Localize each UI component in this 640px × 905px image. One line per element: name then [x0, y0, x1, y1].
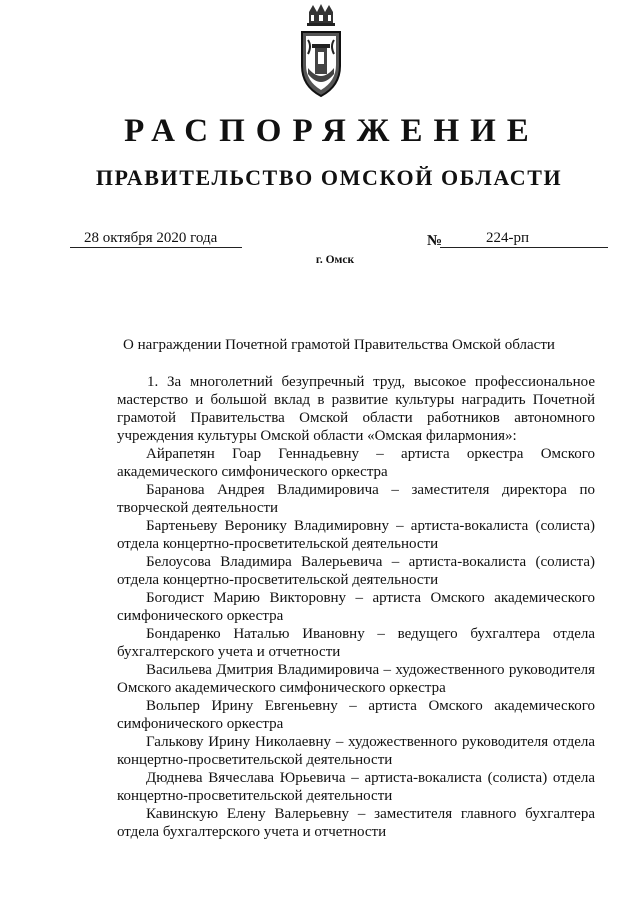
awardee-name-line: Вольпер Ирину Евгеньевну – артиста Омского академического — [146, 698, 595, 714]
awardee-position-line: отдела концертно-просветительской деятельности — [117, 572, 439, 588]
awardee-entry — [117, 481, 595, 517]
awardee-entry — [117, 733, 595, 769]
awardee-position-line: творческой деятельности — [117, 500, 279, 516]
awardee-entry — [117, 769, 595, 805]
coat-of-arms-icon — [296, 4, 346, 100]
awardee-entry — [117, 553, 595, 589]
awardee-entry — [117, 589, 595, 625]
awardee-name-line: Баранова Андрея Владимировича – заместителя директора по — [146, 482, 595, 498]
awardee-position-line: академического симфонического оркестра — [117, 464, 388, 480]
awardee-entry — [117, 625, 595, 661]
awardee-position-line: симфонического оркестра — [117, 608, 284, 624]
issuer-title: ПРАВИТЕЛЬСТВО ОМСКОЙ ОБЛАСТИ — [95, 165, 563, 190]
date-underline — [70, 247, 242, 248]
awardee-entry — [117, 661, 595, 697]
awardee-entry — [117, 805, 595, 841]
document-number: 224-рп — [486, 230, 530, 246]
awardee-position-line: отдела бухгалтерского учета и отчетности — [117, 824, 387, 840]
awardee-entry — [117, 517, 595, 553]
awardee-position-line: симфонического оркестра — [117, 716, 284, 732]
awardee-name-line: Белоусова Владимира Валерьевича – артиста-вокалиста (солиста) — [146, 554, 595, 570]
awardee-entry — [117, 445, 595, 481]
awardee-name-line: Богодист Марию Викторовну – артиста Омского академического — [146, 590, 595, 606]
awardee-name-line: Васильева Дмитрия Владимировича – художественного руководителя — [146, 662, 595, 678]
awardee-list — [117, 445, 595, 841]
number-sign: № — [427, 233, 443, 249]
number-underline — [440, 247, 608, 248]
awardee-entry — [117, 697, 595, 733]
awardee-position-line: Омского академического симфонического оркестра — [117, 680, 446, 696]
intro-first-line: 1. За многолетний безупречный труд, высокое профессиональное — [147, 374, 595, 390]
intro-paragraph — [117, 373, 595, 445]
awardee-name-line: Айрапетян Гоар Геннадьевну – артиста оркестра Омского — [146, 446, 595, 462]
document-city: г. Омск — [315, 254, 355, 266]
document-date: 28 октября 2020 года — [84, 230, 218, 246]
awardee-name-line: Дюднева Вячеслава Юрьевича – артиста-вокалиста (солиста) отдела — [146, 770, 595, 786]
awardee-name-line: Кавинскую Елену Валерьевну – заместителя главного бухгалтера — [146, 806, 595, 822]
awardee-position-line: концертно-просветительской деятельности — [117, 752, 393, 768]
awardee-position-line: концертно-просветительской деятельности — [117, 788, 393, 804]
intro-text: мастерство и большой вклад в развитие культуры наградить Почетной грамотой Правительства Омской области работников автономного учреждения культуры Омской области «Омская филармония»: — [117, 392, 595, 444]
document-subject: О награждении Почетной грамотой Правительства Омской области — [123, 337, 555, 353]
awardee-name-line: Бартеньеву Веронику Владимировну – артиста-вокалиста (солиста) — [146, 518, 595, 534]
document-type-title: РАСПОРЯЖЕНИЕ — [124, 113, 540, 149]
awardee-position-line: бухгалтерского учета и отчетности — [117, 644, 341, 660]
awardee-name-line: Галькову Ирину Николаевну – художественного руководителя отдела — [146, 734, 595, 750]
document-body — [117, 373, 595, 841]
awardee-name-line: Бондаренко Наталью Ивановну – ведущего бухгалтера отдела — [146, 626, 595, 642]
awardee-position-line: отдела концертно-просветительской деятельности — [117, 536, 439, 552]
